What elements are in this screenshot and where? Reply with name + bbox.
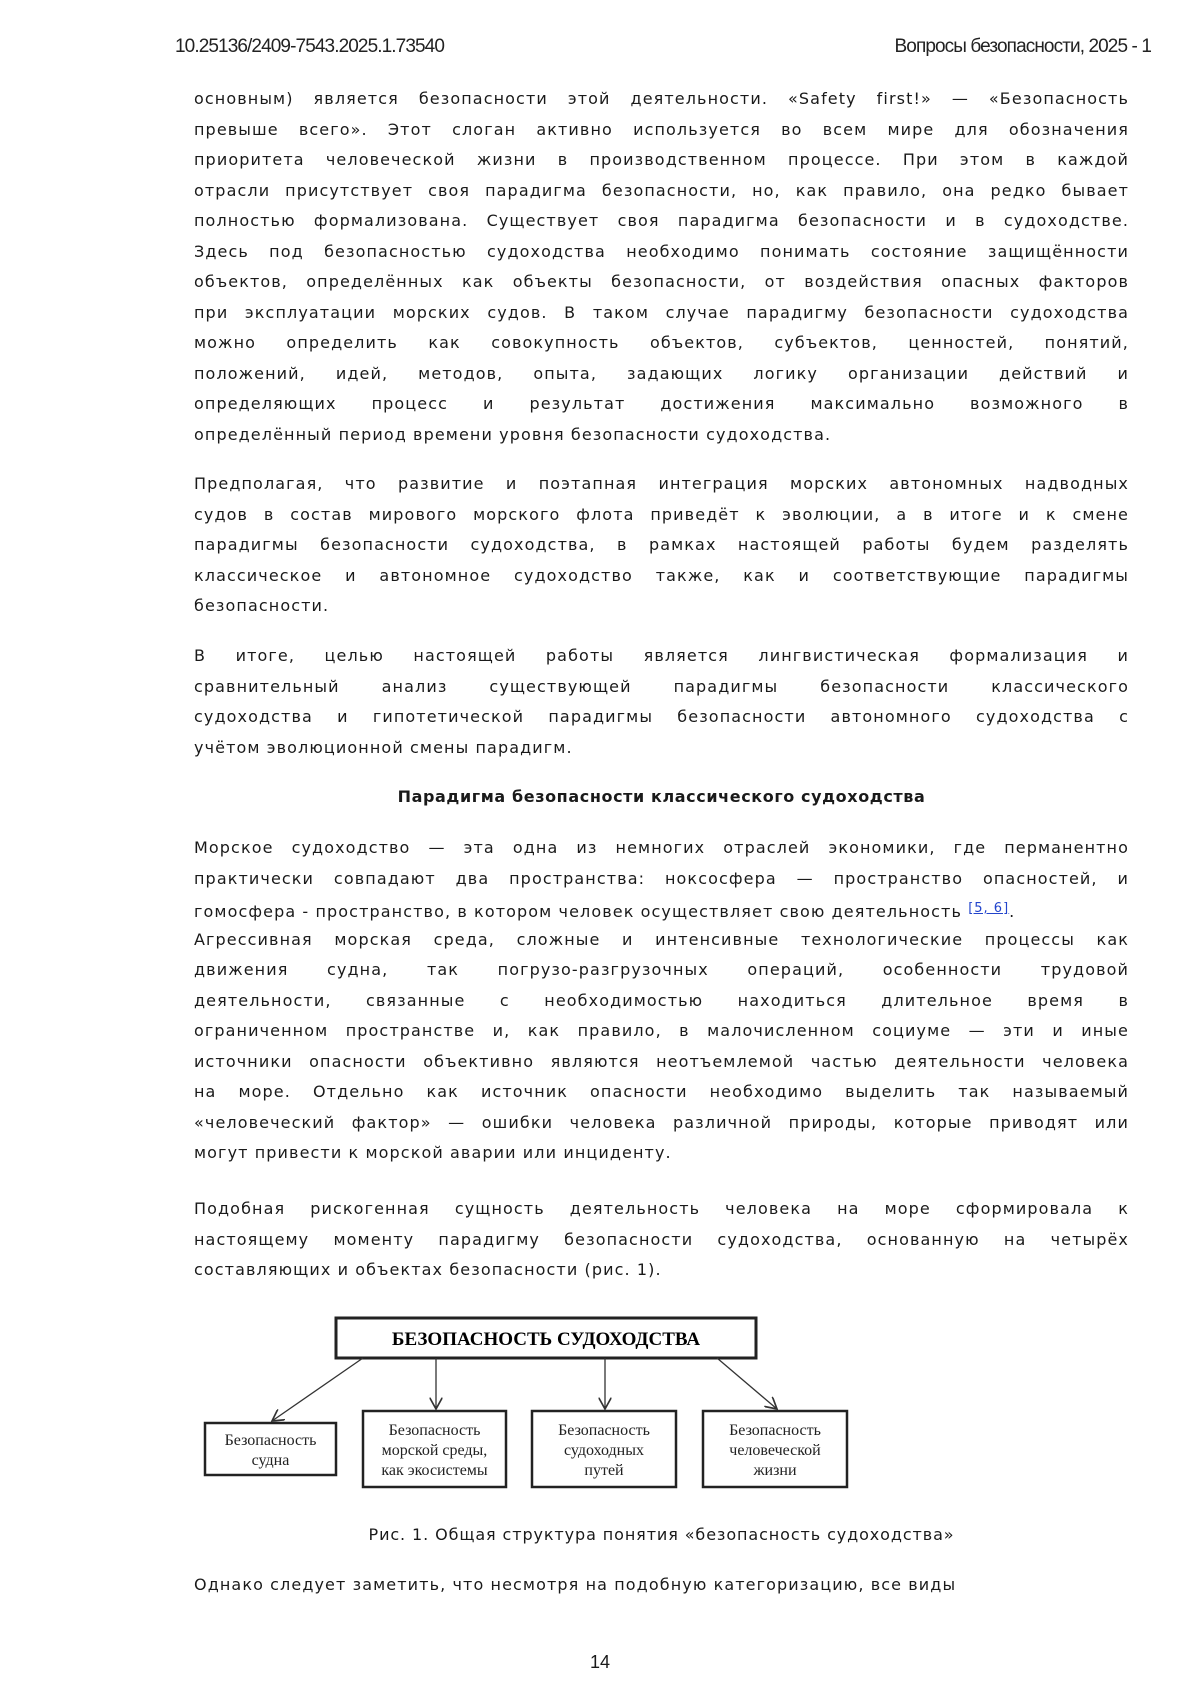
text-line: парадигмы безопасности судоходства, в рамках настоящей работы будем разделять bbox=[194, 530, 1129, 561]
text-line: могут привести к морской аварии или инциденту. bbox=[194, 1138, 1129, 1169]
text-line: судоходства и гипотетической парадигмы безопасности автономного судоходства с bbox=[194, 702, 1129, 733]
diagram-box-label: жизни bbox=[752, 1462, 797, 1479]
diagram-box-label: Безопасность bbox=[225, 1432, 317, 1449]
text-line: положений, идей, методов, опыта, задающих логику организации действий и bbox=[194, 359, 1129, 390]
text-line: деятельности, связанные с необходимостью находиться длительное время в bbox=[194, 986, 1129, 1017]
paragraph bbox=[194, 1570, 1129, 1601]
text-line: «человеческий фактор» — ошибки человека различной природы, которые приводят или bbox=[194, 1108, 1129, 1139]
safety-structure-diagram bbox=[0, 0, 1200, 1698]
diagram-box-label: человеческой bbox=[729, 1442, 821, 1459]
text-line: объектов, определённых как объекты безопасности, от воздействия опасных факторов bbox=[194, 267, 1129, 298]
diagram-box bbox=[205, 1423, 336, 1475]
text-line-content: гомосфера - пространство, в котором человек осуществляет свою деятельность bbox=[194, 902, 962, 921]
arrow bbox=[717, 1358, 777, 1409]
diagram-box-label: морской среды, bbox=[382, 1442, 488, 1459]
text-line: классическое и автономное судоходство также, как и соответствующие парадигмы bbox=[194, 561, 1129, 592]
diagram-box bbox=[703, 1411, 847, 1487]
text-line: Агрессивная морская среда, сложные и интенсивные технологические процессы как bbox=[194, 925, 1129, 956]
section-heading: Парадигма безопасности классического судоходства bbox=[194, 782, 1129, 812]
text-line: Предполагая, что развитие и поэтапная интеграция морских автономных надводных bbox=[194, 469, 1129, 500]
text-line: на море. Отдельно как источник опасности необходимо выделить так называемый bbox=[194, 1077, 1129, 1108]
citation-link[interactable]: [5, 6] bbox=[968, 901, 1009, 916]
diagram-root-box bbox=[336, 1318, 756, 1358]
text-line: основным) является безопасности этой деятельности. «Safety first!» — «Безопасность bbox=[194, 84, 1129, 115]
text-line: судов в состав мирового морского флота приведёт к эволюции, а в итоге и к смене bbox=[194, 500, 1129, 531]
text-line: практически совпадают два пространства: ноксосфера — пространство опасностей, и bbox=[194, 864, 1129, 895]
doi-header: 10.25136/2409-7543.2025.1.73540 bbox=[175, 36, 444, 58]
diagram-box-label: судна bbox=[252, 1452, 290, 1469]
text-line: Здесь под безопасностью судоходства необходимо понимать состояние защищённости bbox=[194, 237, 1129, 268]
diagram-box-label: судоходных bbox=[564, 1442, 644, 1459]
diagram-box-label: Безопасность bbox=[729, 1422, 821, 1439]
journal-header: Вопросы безопасности, 2025 - 1 bbox=[895, 36, 1152, 58]
text-line: превыше всего». Этот слоган активно используется во всем мире для обозначения bbox=[194, 115, 1129, 146]
figure-caption: Рис. 1. Общая структура понятия «безопасность судоходства» bbox=[194, 1520, 1129, 1550]
arrow bbox=[272, 1358, 363, 1421]
diagram-box-label: Безопасность bbox=[558, 1422, 650, 1439]
text-line: движения судна, так погрузо-разгрузочных операций, особенности трудовой bbox=[194, 955, 1129, 986]
text-line: Однако следует заметить, что несмотря на подобную категоризацию, все виды bbox=[194, 1570, 1129, 1601]
diagram-box bbox=[532, 1411, 676, 1487]
text-line: безопасности. bbox=[194, 591, 1129, 622]
text-line: сравнительный анализ существующей парадигмы безопасности классического bbox=[194, 672, 1129, 703]
text-line: В итоге, целью настоящей работы является лингвистическая формализация и bbox=[194, 641, 1129, 672]
text-line: Морское судоходство — эта одна из немногих отраслей экономики, где перманентно bbox=[194, 833, 1129, 864]
text-line: составляющих и объектах безопасности (рис. 1). bbox=[194, 1255, 1129, 1286]
text-line: Подобная рискогенная сущность деятельность человека на море сформировала к bbox=[194, 1194, 1129, 1225]
text-line: полностью формализована. Существует своя парадигма безопасности и в судоходстве. bbox=[194, 206, 1129, 237]
text-line: учётом эволюционной смены парадигм. bbox=[194, 733, 1129, 764]
text-line: можно определить как совокупность объектов, субъектов, ценностей, понятий, bbox=[194, 328, 1129, 359]
text-line: настоящему моменту парадигму безопасности судоходства, основанную на четырёх bbox=[194, 1225, 1129, 1256]
text-line: определяющих процесс и результат достижения максимально возможного в bbox=[194, 389, 1129, 420]
text-line: приоритета человеческой жизни в производственном процессе. При этом в каждой bbox=[194, 145, 1129, 176]
text-line: при эксплуатации морских судов. В таком случае парадигму безопасности судоходства bbox=[194, 298, 1129, 329]
page-number: 14 bbox=[0, 1652, 1200, 1673]
text-line: ограниченном пространстве и, как правило, в малочисленном социуме — эти и иные bbox=[194, 1016, 1129, 1047]
diagram-box-label: Безопасность bbox=[389, 1422, 481, 1439]
text-line: отрасли присутствует своя парадигма безопасности, но, как правило, она редко бывает bbox=[194, 176, 1129, 207]
diagram-box bbox=[363, 1411, 506, 1487]
diagram-root-label: БЕЗОПАСНОСТЬ СУДОХОДСТВА bbox=[392, 1329, 700, 1350]
text-line: определённый период времени уровня безопасности судоходства. bbox=[194, 420, 1129, 451]
diagram-box-label: как экосистемы bbox=[381, 1462, 488, 1479]
period: . bbox=[1009, 902, 1015, 921]
text-line: источники опасности объективно являются неотъемлемой частью деятельности человека bbox=[194, 1047, 1129, 1078]
diagram-box-label: путей bbox=[584, 1462, 624, 1479]
